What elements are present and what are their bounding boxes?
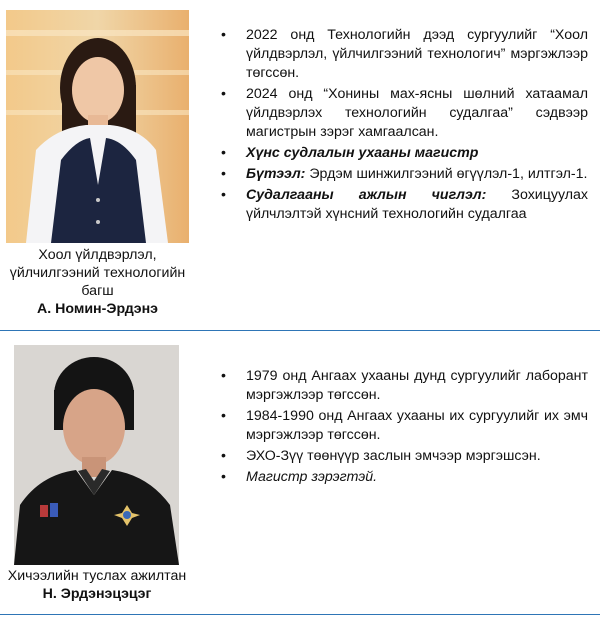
bullet-icon: •	[221, 86, 226, 102]
bio-text: ЭХО-Зүү төөнүүр заслын эмчээр мэргэшсэн.	[246, 448, 541, 464]
bullet-icon: •	[221, 448, 226, 464]
bullet-icon: •	[221, 408, 226, 424]
bullet-icon: •	[221, 27, 226, 43]
staff-name: А. Номин-Эрдэнэ	[36, 301, 159, 317]
bullet-icon: •	[221, 368, 226, 384]
bio-item	[218, 407, 588, 445]
bio-lead: Судалгааны ажлын чиглэл:	[246, 187, 487, 203]
bio-text: 2024 онд “Хонины мах-ясны шөлний хатаамал үйлдвэрлэх технологийн судалгаа” сэдвээр магистрын зэрэг хамгаалсан.	[246, 86, 588, 140]
staff-caption-2	[0, 567, 194, 603]
bio-item	[218, 144, 588, 163]
bio-item	[218, 447, 588, 466]
bio-text: Магистр зэрэгтэй.	[246, 469, 378, 485]
staff-role-line: Хичээлийн туслах ажилтан	[7, 568, 187, 584]
bio-item	[218, 26, 588, 83]
bullet-icon: •	[221, 469, 226, 485]
bio-text: Зохицуулах үйлчлэлтэй хүнсний технологийн судалгаа	[246, 187, 588, 222]
staff-role-line: Хоол үйлдвэрлэл,	[38, 247, 157, 263]
staff-role-line: үйлчилгээний технологийн	[9, 265, 186, 281]
staff-role-line: багш	[81, 283, 114, 299]
bio-item	[218, 85, 588, 142]
section-divider	[0, 330, 600, 331]
portrait-image	[6, 10, 189, 243]
bio-lead: Бүтээл:	[246, 166, 306, 182]
staff-photo-2	[14, 345, 179, 565]
bio-text: Эрдэм шинжилгээний өгүүлэл-1, илтгэл-1.	[305, 166, 588, 182]
bio-text: 1979 онд Ангаах ухааны дунд сургуулийг лаборант мэргэжлээр төгссөн.	[246, 368, 588, 403]
staff-caption-1	[6, 246, 189, 318]
staff-bio-list-1	[218, 26, 588, 226]
bio-item	[218, 468, 588, 487]
bio-text: 1984-1990 онд Ангаах ухааны их сургуулийг их эмч мэргэжлээр төгссөн.	[246, 408, 588, 443]
bullet-icon: •	[221, 166, 226, 182]
portrait-image	[14, 345, 179, 565]
staff-name: Н. Эрдэнэцэцэг	[42, 586, 152, 602]
staff-bio-list-2	[218, 367, 588, 489]
staff-photo-1	[6, 10, 189, 243]
bio-text: 2022 онд Технологийн дээд сургуулийг “Хоол үйлдвэрлэл, үйлчилгээний технологич” мэргэжлээр төгссөн.	[246, 27, 588, 81]
section-divider	[0, 614, 600, 615]
bio-item	[218, 165, 588, 184]
bio-item	[218, 186, 588, 224]
bio-lead: Хүнс судлалын ухааны магистр	[246, 145, 479, 161]
bullet-icon: •	[221, 187, 226, 203]
bio-item	[218, 367, 588, 405]
bullet-icon: •	[221, 145, 226, 161]
